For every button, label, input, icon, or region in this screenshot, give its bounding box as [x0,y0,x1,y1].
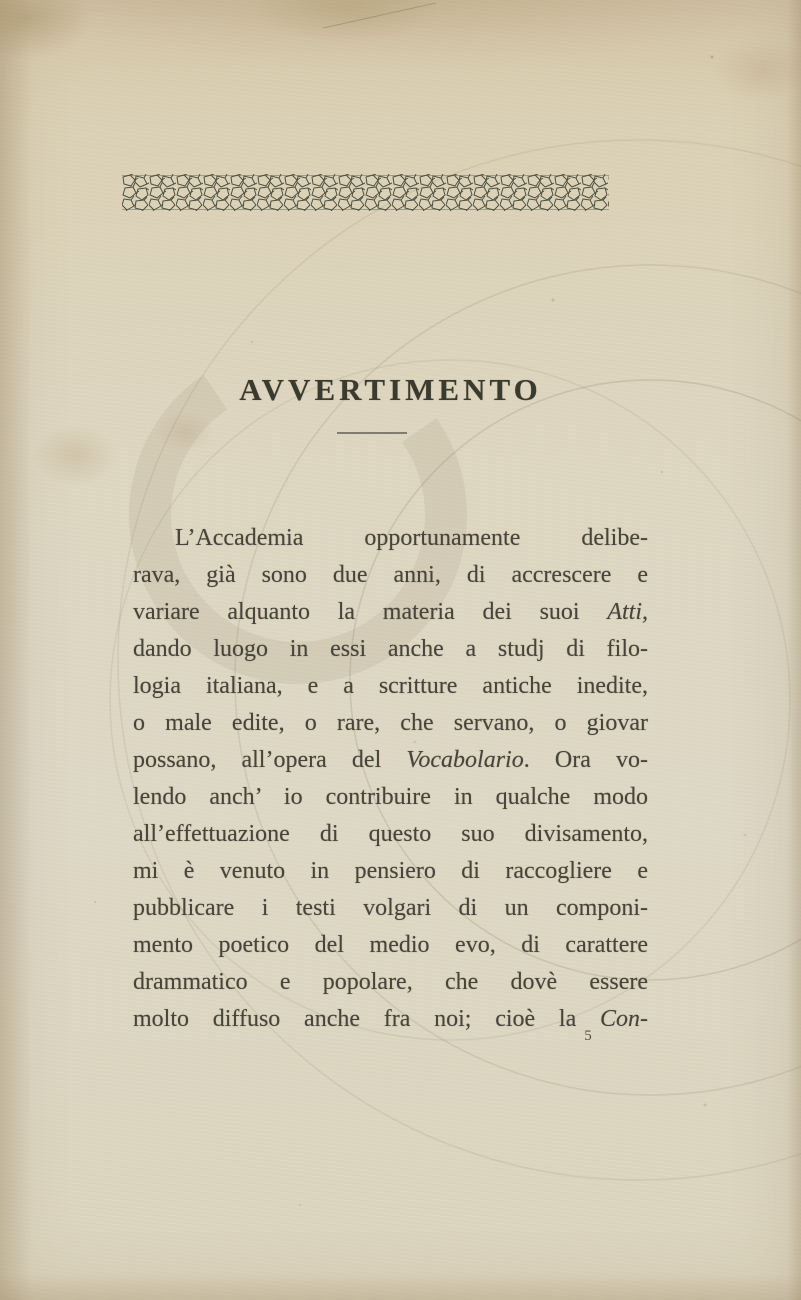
text-line [133,779,648,816]
text-segment: rava, già sono due anni, di accrescere e [133,562,648,588]
text-line [133,594,648,631]
text-line [133,557,648,594]
text-segment: lendo anch’ io contribuire in qualche modo [133,784,648,810]
text-segment: o male edite, o rare, che servano, o giovar [133,710,648,736]
text-line [133,1001,648,1038]
text-segment: mi è venuto in pensiero di raccogliere e [133,858,648,884]
text-line [133,705,648,742]
text-segment: molto diffuso anche fra noi; cioè la [133,1006,600,1032]
italic-text-segment: Atti, [607,599,648,625]
text-segment: variare alquanto la materia dei suoi [133,599,608,625]
body-text [133,520,648,1038]
text-segment: all’effettuazione di questo suo divisamento, [133,821,648,847]
text-segment: L’Accademia opportunamente delibe- [175,525,648,551]
text-line [133,853,648,890]
text-line [133,816,648,853]
page-number: 5 [584,1028,592,1044]
text-line [133,927,648,964]
crackle-ornament-band [122,174,609,211]
text-segment: pubblicare i testi volgari di un componi- [133,895,648,921]
italic-text-segment: Con- [600,1006,648,1032]
text-line [133,890,648,927]
page-title: AVVERTIMENTO [239,372,542,407]
text-line [133,668,648,705]
text-segment: mento poetico del medio evo, di carattere [133,932,648,958]
text-line [133,742,648,779]
text-line [133,520,648,557]
heading-divider [337,432,407,434]
text-line [133,964,648,1001]
text-segment: logia italiana, e a scritture antiche inedite, [133,673,648,699]
text-segment: drammatico e popolare, che dovè essere [133,969,648,995]
text-segment: . Ora vo- [523,747,648,773]
text-segment: possano, all’opera del [133,747,407,773]
text-line [133,631,648,668]
text-segment: dando luogo in essi anche a studj di filo- [133,636,648,662]
italic-text-segment: Vocabolario [406,747,524,773]
